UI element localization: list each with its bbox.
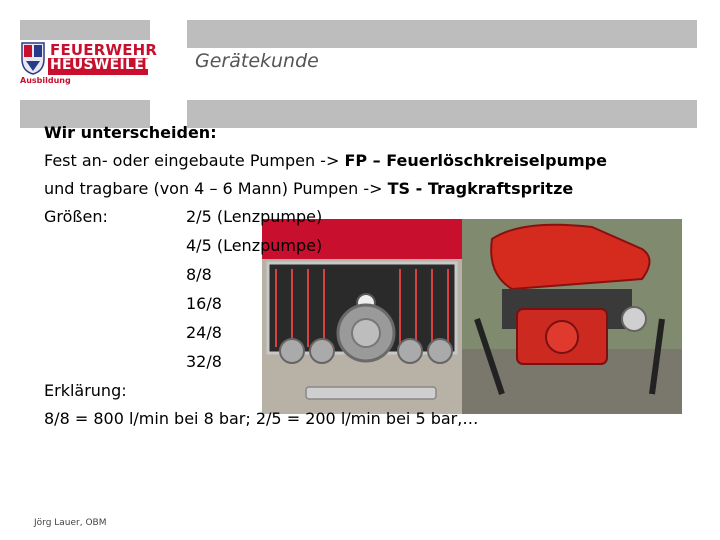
size-item: 8/8 — [186, 265, 212, 284]
size-item: 4/5 (Lenzpumpe) — [186, 236, 323, 255]
fire-department-logo — [20, 40, 158, 88]
line-fixed-pumps — [44, 150, 607, 172]
line-portable-pumps-term: TS - Tragkraftspritze — [387, 179, 574, 198]
coat-of-arms-icon — [20, 41, 46, 75]
line-portable-pumps — [44, 178, 573, 200]
size-item: 16/8 — [186, 294, 222, 313]
pump-photo — [262, 219, 682, 414]
size-item: 24/8 — [186, 323, 222, 342]
size-item: 32/8 — [186, 352, 222, 371]
logo-text-heusweiler: HEUSWEILER — [50, 57, 156, 73]
explanation-text: 8/8 = 800 l/min bei 8 bar; 2/5 = 200 l/min bei 5 bar,… — [44, 409, 479, 428]
sizes-label: Größen: — [44, 207, 108, 226]
size-item: 2/5 (Lenzpumpe) — [186, 207, 323, 226]
line-fixed-pumps-text: Fest an- oder eingebaute Pumpen -> — [44, 151, 345, 170]
logo-text-feuerwehr: FEUERWEHR — [50, 41, 158, 59]
page-title: Gerätekunde — [195, 50, 319, 72]
header-bar-right-bottom — [187, 100, 697, 128]
logo-text-ausbildung: Ausbildung — [20, 76, 71, 85]
explanation-label: Erklärung: — [44, 381, 127, 400]
heading-we-distinguish: Wir unterscheiden: — [44, 123, 217, 142]
header-bar-right-top — [187, 20, 697, 48]
line-fixed-pumps-term: FP – Feuerlöschkreiselpumpe — [344, 151, 607, 170]
line-portable-pumps-text: und tragbare (von 4 – 6 Mann) Pumpen -> — [44, 179, 388, 198]
footer-author: Jörg Lauer, OBM — [34, 518, 107, 528]
